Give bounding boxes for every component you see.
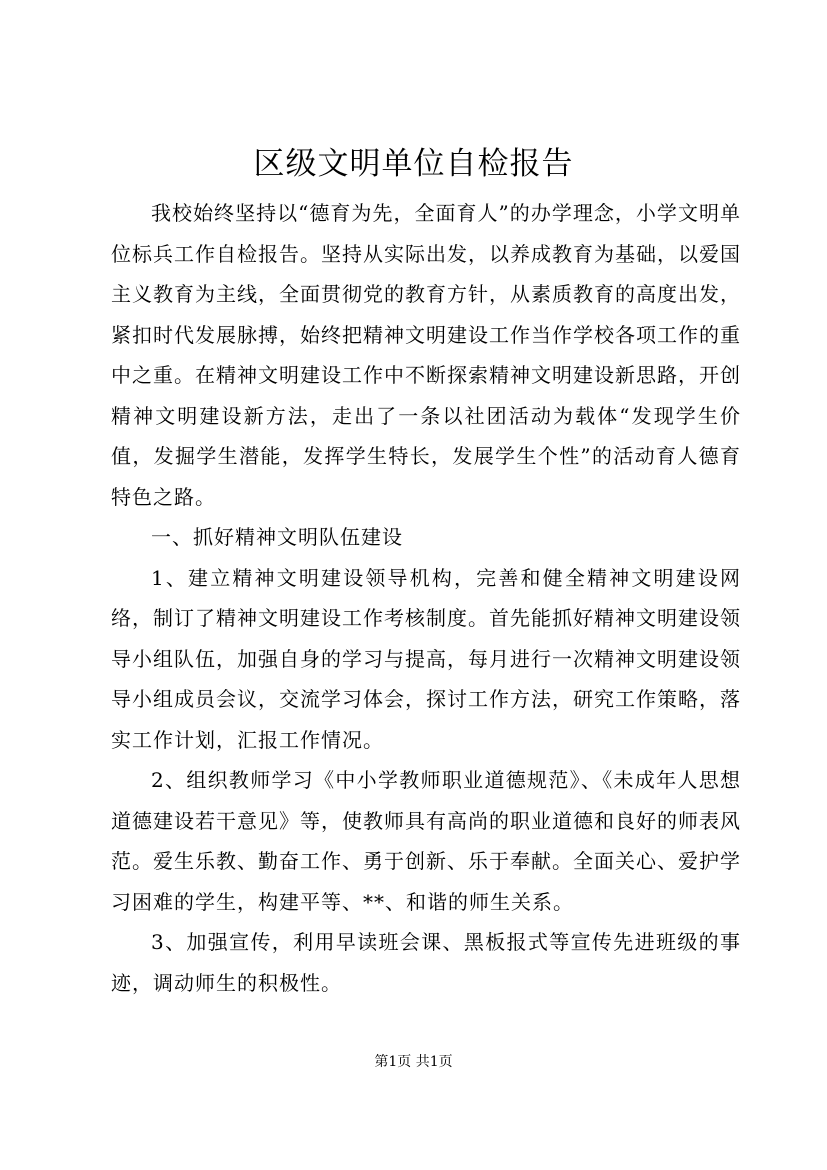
page-number-label: 第1页 共1页: [374, 1054, 453, 1070]
page-footer: [0, 1052, 827, 1072]
paragraph-intro: 我校始终坚持以“德育为先，全面育人”的办学理念，小学文明单位标兵工作自检报告。坚持从实际出发，以养成教育为基础，以爱国主义教育为主线，全面贯彻党的教育方针，从素质教育的高度出发，紧扣时代发展脉搏，始终把精神文明建设工作当作学校各项工作的重中之重。在精神文明建设工作中不断探索精神文明建设新思路，开创精神文明建设新方法，走出了一条以社团活动为载体“发现学生价值，发掘学生潜能，发挥学生特长，发展学生个性”的活动育人德育特色之路。: [111, 201, 741, 509]
document-title: 区级文明单位自检报告: [253, 146, 574, 182]
paragraph-item-1: 1、建立精神文明建设领导机构，完善和健全精神文明建设网络，制订了精神文明建设工作考核制度。首先能抓好精神文明建设领导小组队伍，加强自身的学习与提高，每月进行一次精神文明建设领导小组成员会议，交流学习体会，探讨工作方法，研究工作策略，落实工作计划，汇报工作情况。: [111, 565, 741, 752]
paragraph-item-3: 3、加强宣传，利用早读班会课、黑板报式等宣传先进班级的事迹，调动师生的积极性。: [111, 930, 741, 995]
document-body: [111, 193, 741, 1003]
paragraph-item-2: 2、组织教师学习《中小学教师职业道德规范》、《未成年人思想道德建设若干意见》等，使教师具有高尚的职业道德和良好的师表风范。爱生乐教、勤奋工作、勇于创新、乐于奉献。全面关心、爱护学习困难的学生，构建平等、**、和谐的师生关系。: [111, 768, 741, 914]
section-heading-1: 一、抓好精神文明队伍建设: [151, 525, 403, 549]
